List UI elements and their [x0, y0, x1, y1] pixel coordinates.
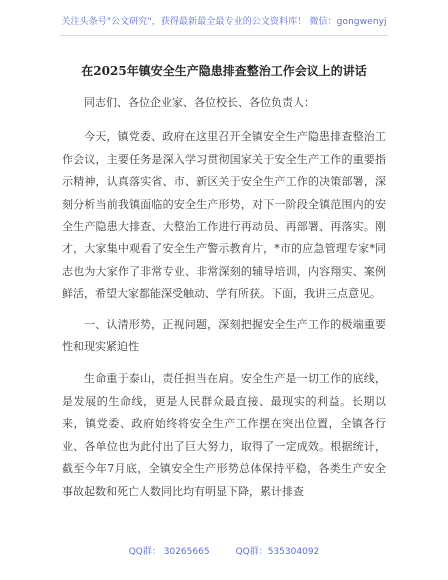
header-banner: 关注头条号"公文研究"，获得最新最全最专业的公文资料库！ 微信：gongwenyj [61, 17, 387, 27]
footer-qq-group-2: QQ群：535304092 [235, 547, 320, 557]
greeting: 同志们、各位企业家、各位校长、各位负责人： [84, 96, 315, 109]
header-divider [60, 35, 388, 36]
document-body [62, 92, 386, 503]
paragraph-1: 今天，镇党委、政府在这里召开全镇安全生产隐患排查整治工作会议，主要任务是深入学习贯彻国家关于安全生产工作的重要指示精神，认真落实省、市、新区关于安全生产工作的决策部署，深刻分析当前我镇面临的安全生产形势，对下一阶段全镇范围内的安全生产隐患大排查、大整治工作进行再动员、再部署、再落实。刚才，大家集中观看了安全生产警示教育片，*市的应急管理专家*同志也为大家作了非常专业、非常深刻的辅导培训，内容翔实、案例鲜活，希望大家都能深受触动、学有所获。下面，我讲三点意见。 [62, 130, 386, 301]
section-heading-1: 一、认清形势，正视问题，深刻把握安全生产工作的极端重要性和现实紧迫性 [62, 317, 386, 354]
footer-qq-group-1: QQ群： 30265665 [128, 547, 210, 557]
document-title: 在2025年镇安全生产隐患排查整治工作会议上的讲话 [81, 64, 367, 78]
paragraph-2: 生命重于泰山，责任担当在肩。安全生产是一切工作的底线，是发展的生命线，更是人民群众最直接、最现实的利益。长期以来，镇党委、政府始终将安全生产工作摆在突出位置，全镇各行业、各单位也为此付出了巨大努力，取得了一定成效。根据统计，截至今年7月底，全镇安全生产形势总体保持平稳，各类生产安全事故起数和死亡人数同比均有明显下降，累计排查 [62, 372, 386, 498]
footer-contact [0, 544, 448, 557]
